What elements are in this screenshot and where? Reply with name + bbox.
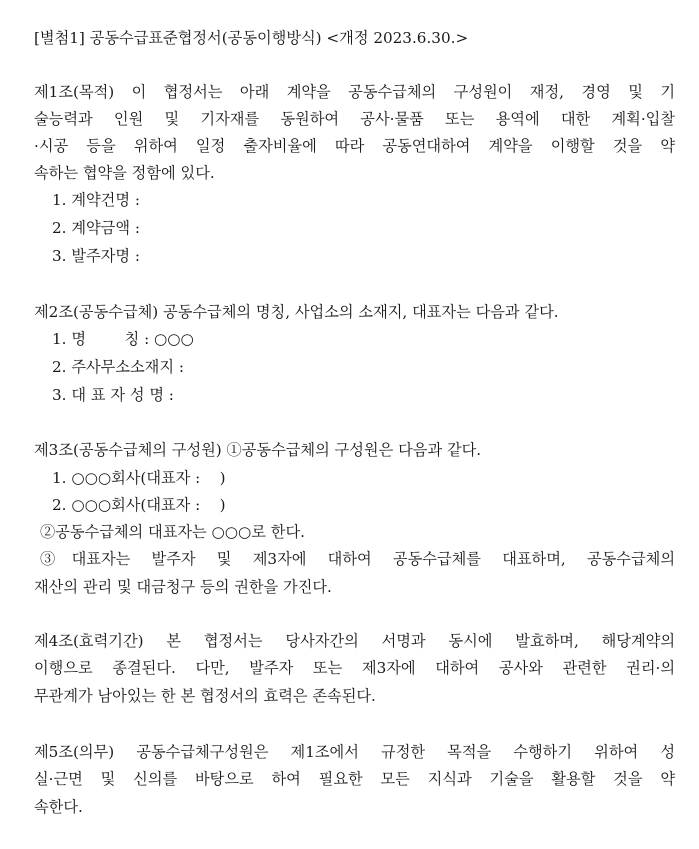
article4-line: 제4조(효력기간) 본 협정서는 당사자간의 서명과 동시에 발효하며, 해당계약의 <box>34 632 675 650</box>
article4-line: 이행으로 종결된다. 다만, 발주자 또는 제3자에 대하여 공사와 관련한 권리·의 <box>34 659 675 677</box>
article3-clause3-line: ③대표자는 발주자 및 제3자에 대하여 공동수급체를 대표하며, 공동수급체의 <box>40 550 675 568</box>
article2-item: 1. 명 칭 : ○○○ <box>52 330 194 348</box>
article1-line: 제1조(목적) 이 협정서는 아래 계약을 공동수급체의 구성원이 재정, 경영 및 기 <box>34 83 675 101</box>
article3-line: 제3조(공동수급체의 구성원) ①공동수급체의 구성원은 다음과 같다. <box>34 441 482 459</box>
article1-item: 2. 계약금액 : <box>52 219 140 237</box>
article5-line: 실·근면 및 신의를 바탕으로 하여 필요한 모든 지식과 기술을 활용할 것을 약 <box>34 770 675 788</box>
article1-line: ·시공 등을 위하여 일정 출자비율에 따라 공동연대하여 계약을 이행할 것을 약 <box>34 137 675 155</box>
article1-line: 속하는 협약을 정함에 있다. <box>34 164 215 182</box>
article2-item: 2. 주사무소소재지 : <box>52 358 184 376</box>
article5-line: 제5조(의무) 공동수급체구성원은 제1조에서 규정한 목적을 수행하기 위하여 성 <box>34 743 675 761</box>
article3-item: 2. ○○○회사(대표자 : ) <box>52 496 226 514</box>
article1-item: 3. 발주자명 : <box>52 247 140 265</box>
article5-line: 속한다. <box>34 798 83 816</box>
article3-clause3-line: 재산의 관리 및 대금청구 등의 권한을 가진다. <box>34 578 332 596</box>
article2-item: 3. 대 표 자 성 명 : <box>52 386 174 404</box>
article4-line: 무관계가 남아있는 한 본 협정서의 효력은 존속된다. <box>34 687 376 705</box>
article3-clause2: ②공동수급체의 대표자는 ○○○로 한다. <box>40 523 305 541</box>
article3-item: 1. ○○○회사(대표자 : ) <box>52 469 226 487</box>
article1-line: 술능력과 인원 및 기자재를 동원하여 공사·물품 또는 용역에 대한 계획·입찰 <box>34 110 675 128</box>
document-header: [별첨1] 공동수급표준협정서(공동이행방식) <개정 2023.6.30.> <box>34 29 469 47</box>
article1-item: 1. 계약건명 : <box>52 191 140 209</box>
article2-line: 제2조(공동수급체) 공동수급체의 명칭, 사업소의 소재지, 대표자는 다음과 같다. <box>34 303 559 321</box>
